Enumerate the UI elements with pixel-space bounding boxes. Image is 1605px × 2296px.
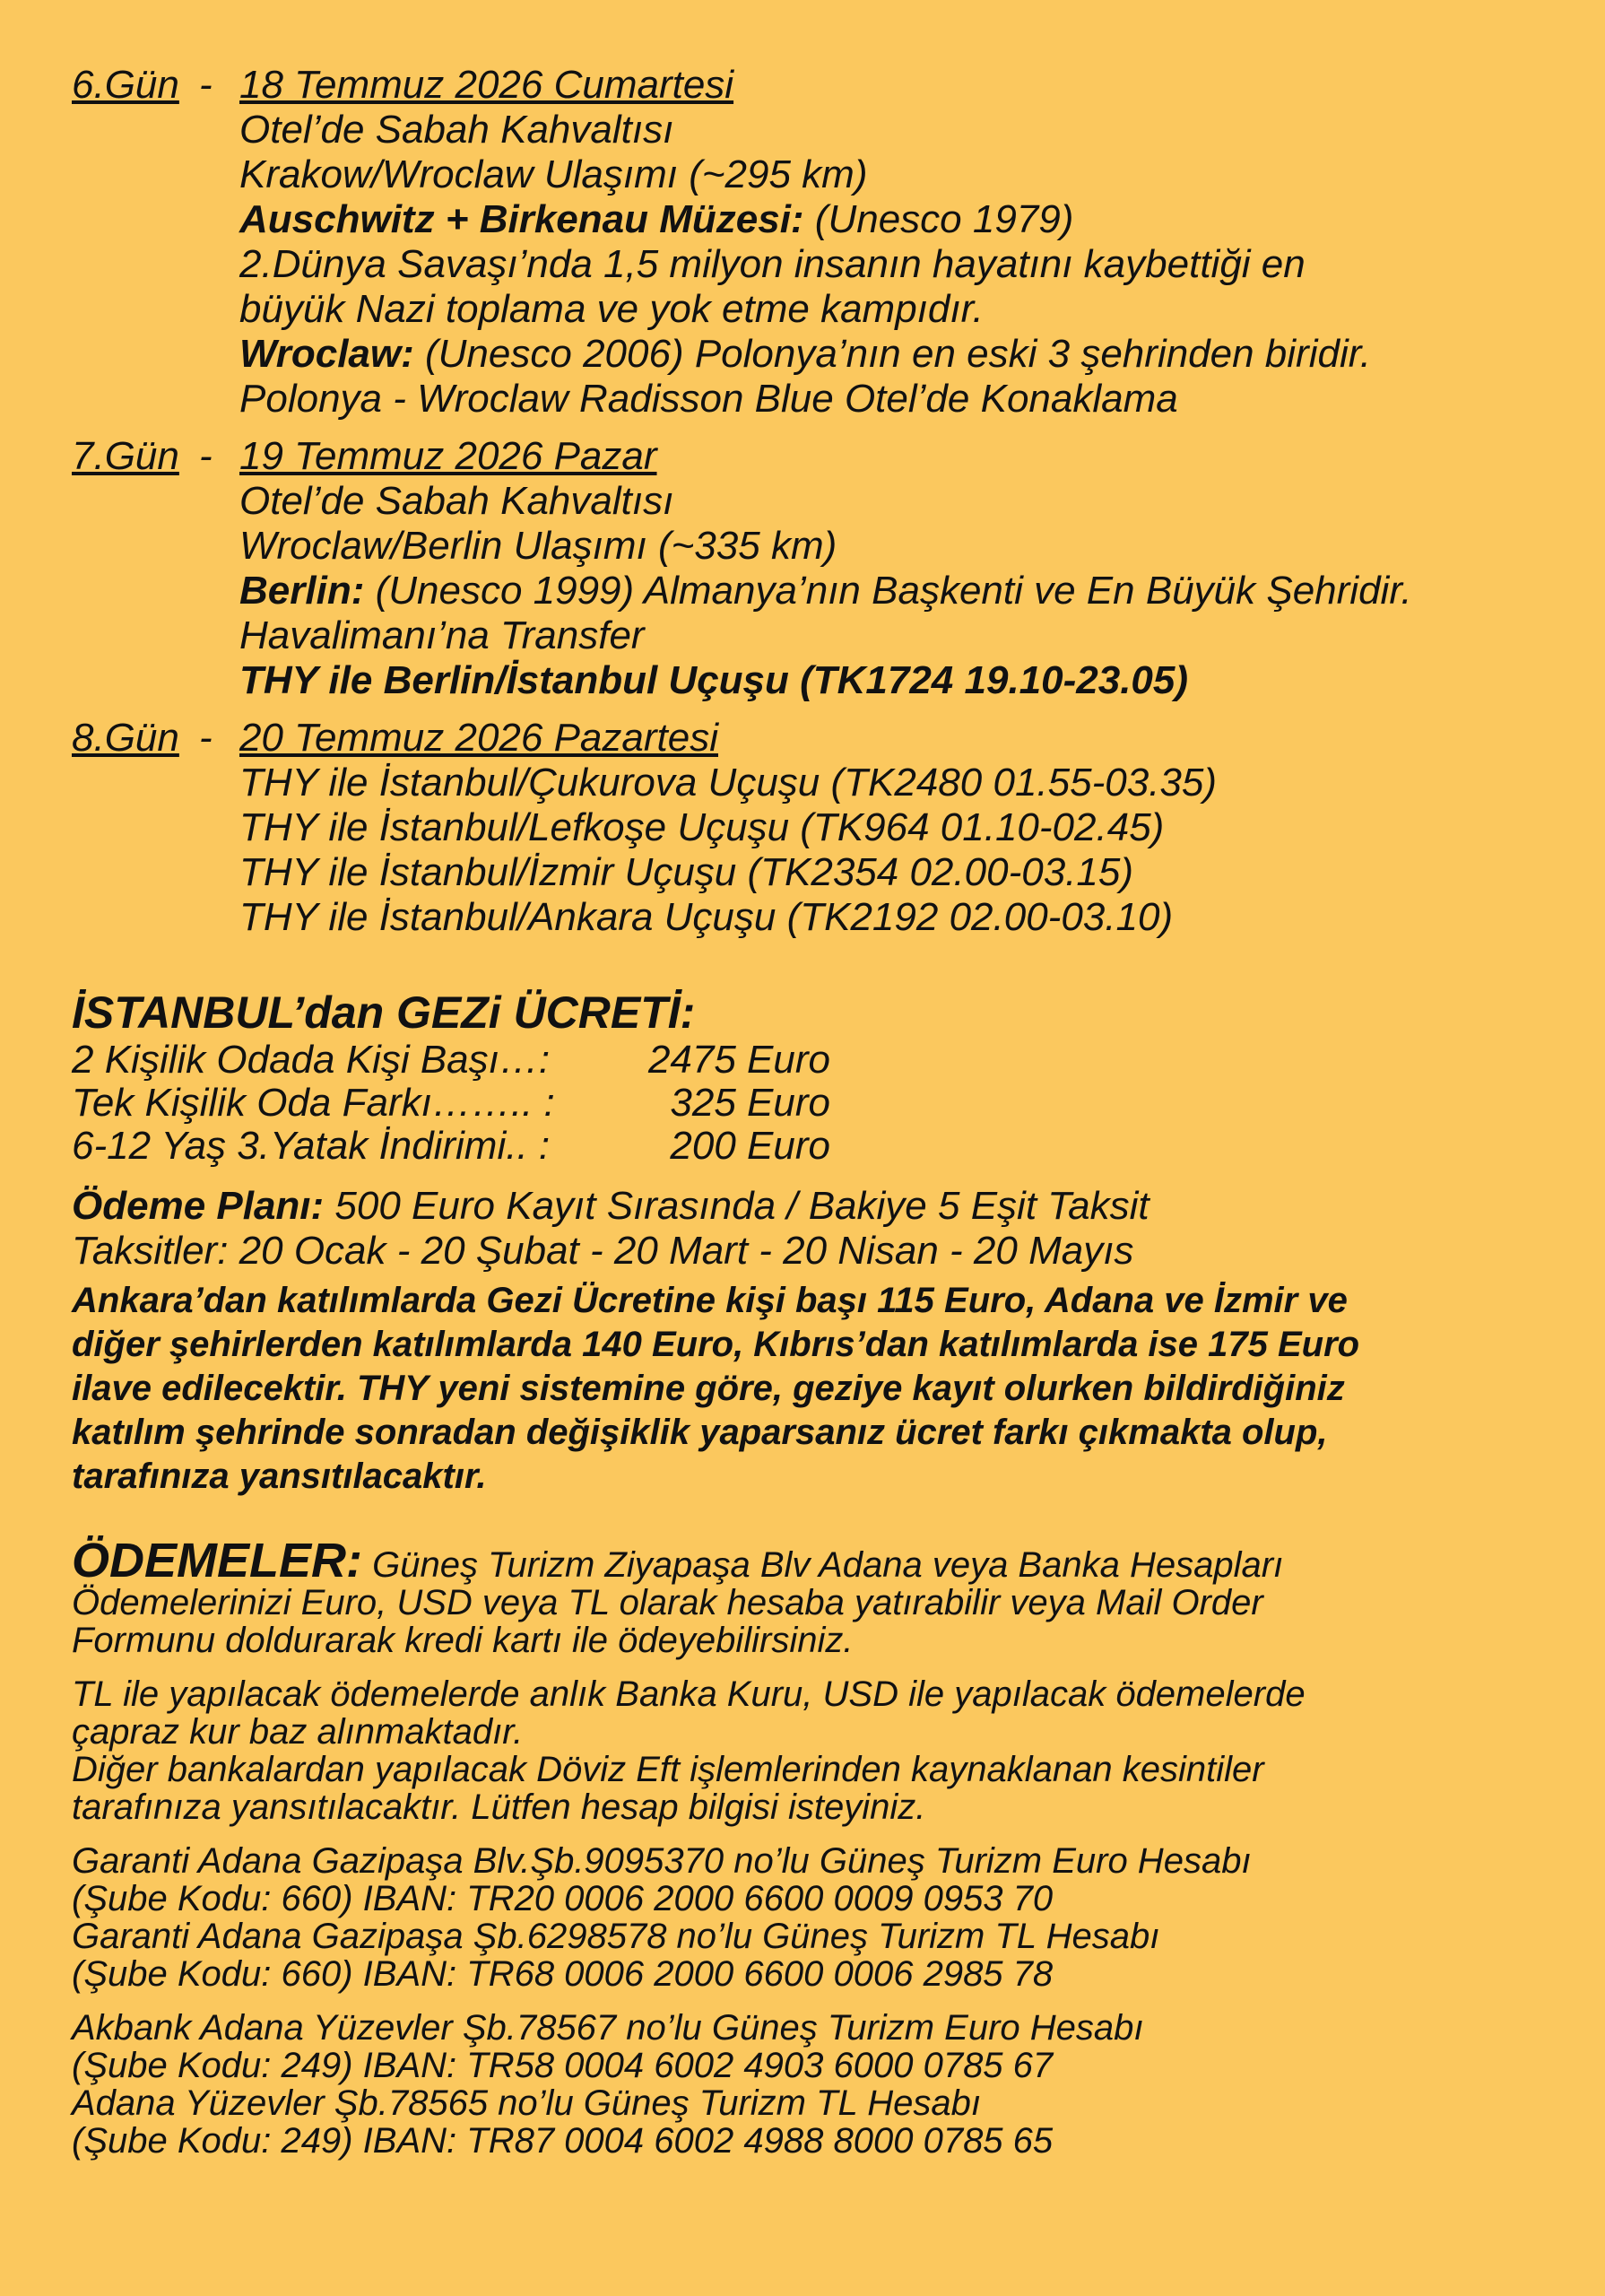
day-line: THY ile Berlin/İstanbul Uçuşu (TK1724 19.10-23.05) [239,658,1189,702]
day-6 [72,63,1587,422]
notice-line: Ankara’dan katılımlarda Gezi Ücretine kişi başı 115 Euro, Adana ve İzmir ve [72,1281,1348,1320]
price-value: 2475 Euro [647,1038,830,1082]
day-dash: - [199,716,213,760]
price-row [72,1125,1587,1168]
day-line: Wroclaw: (Unesco 2006) Polonya’nın en eski 3 şehrinden biridir. [239,332,1371,376]
payments-title-text: Güneş Turizm Ziyapaşa Blv Adana veya Banka Hesapları [362,1545,1284,1585]
bank-accounts-garanti [72,1842,1587,1993]
day-line: Krakow/Wroclaw Ulaşımı (~295 km) [239,152,868,196]
day-number: 8.Gün [72,716,179,760]
payments-line: çapraz kur baz alınmaktadır. [72,1712,524,1752]
payments-line: Ödemelerinizi Euro, USD veya TL olarak hesaba yatırabilir veya Mail Order [72,1583,1263,1622]
payments-line: (Şube Kodu: 249) IBAN: TR87 0004 6002 4988 8000 0785 65 [72,2121,1054,2161]
day-line: THY ile İstanbul/Çukurova Uçuşu (TK2480 01.55-03.35) [239,761,1217,804]
payments-line: tarafınıza yansıtılacaktır. Lütfen hesap bilgisi isteyiniz. [72,1787,926,1827]
day-number: 6.Gün [72,63,179,107]
payments-line: TL ile yapılacak ödemelerde anlık Banka Kuru, USD ile yapılacak ödemelerde [72,1674,1306,1714]
day-line: 2.Dünya Savaşı’nda 1,5 milyon insanın hayatını kaybettiği en [239,242,1306,286]
payments-line: Akbank Adana Yüzevler Şb.78567 no’lu Güneş Turizm Euro Hesabı [72,2008,1144,2048]
notice-line: katılım şehrinde sonradan değişiklik yaparsanız ücret farkı çıkmakta olup, [72,1413,1328,1452]
price-value: 325 Euro [670,1081,830,1125]
payments-line: Formunu doldurarak kredi kartı ile ödeyebilirsiniz. [72,1621,854,1660]
payments-group [72,1675,1587,1826]
day-dash: - [199,434,213,478]
price-row [72,1082,1587,1125]
payments-line: Diğer bankalardan yapılacak Döviz Eft işlemlerinden kaynaklanan kesintiler [72,1750,1264,1789]
payments-line: (Şube Kodu: 660) IBAN: TR20 0006 2000 6600 0009 0953 70 [72,1879,1054,1918]
day-8 [72,716,1587,940]
payment-plan-label: Ödeme Planı: [72,1184,325,1228]
payments-line: (Şube Kodu: 249) IBAN: TR58 0004 6002 4903 6000 0785 67 [72,2046,1054,2085]
payments-header [72,1534,1587,1587]
price-label: 6-12 Yaş 3.Yatak İndirimi.. : [72,1124,551,1168]
payments-line: Garanti Adana Gazipaşa Blv.Şb.9095370 no’lu Güneş Turizm Euro Hesabı [72,1841,1252,1881]
price-row [72,1039,1587,1082]
day-line: THY ile İstanbul/Ankara Uçuşu (TK2192 02.00-03.10) [239,895,1174,939]
payment-plan [72,1184,1587,1274]
day-line: Otel’de Sabah Kahvaltısı [239,108,674,152]
payments-title: ÖDEMELER: [72,1534,362,1587]
day-line: THY ile İstanbul/Lefkoşe Uçuşu (TK964 01.10-02.45) [239,805,1165,849]
day-date: 18 Temmuz 2026 Cumartesi [239,63,734,107]
payments-line: Adana Yüzevler Şb.78565 no’lu Güneş Turizm TL Hesabı [72,2083,981,2123]
city-surcharge-notice [72,1279,1587,1499]
installments: Taksitler: 20 Ocak - 20 Şubat - 20 Mart - 20 Nisan - 20 Mayıs [72,1229,1134,1273]
payment-plan-text: 500 Euro Kayıt Sırasında / Bakiye 5 Eşit Taksit [324,1184,1150,1228]
day-line: Berlin: (Unesco 1999) Almanya’nın Başkenti ve En Büyük Şehridir. [239,569,1412,613]
price-label: 2 Kişilik Odada Kişi Başı…: [72,1038,551,1082]
payments-line: (Şube Kodu: 660) IBAN: TR68 0006 2000 6600 0006 2985 78 [72,1954,1054,1994]
payments-line: Garanti Adana Gazipaşa Şb.6298578 no’lu Güneş Turizm TL Hesabı [72,1917,1160,1956]
day-date: 19 Temmuz 2026 Pazar [239,434,657,478]
notice-line: ilave edilecektir. THY yeni sistemine göre, geziye kayıt olurken bildirdiğiniz [72,1369,1345,1408]
notice-line: tarafınıza yansıtılacaktır. [72,1457,487,1496]
bank-accounts-akbank [72,2009,1587,2160]
day-line: Wroclaw/Berlin Ulaşımı (~335 km) [239,524,837,568]
day-line: Auschwitz + Birkenau Müzesi: (Unesco 1979) [239,197,1074,241]
day-date: 20 Temmuz 2026 Pazartesi [239,716,718,760]
pricing-title: İSTANBUL’dan GEZi ÜCRETİ: [72,987,696,1038]
day-line: büyük Nazi toplama ve yok etme kampıdır. [239,287,984,331]
price-value: 200 Euro [670,1124,830,1168]
day-line: THY ile İstanbul/İzmir Uçuşu (TK2354 02.00-03.15) [239,850,1133,894]
notice-line: diğer şehirlerden katılımlarda 140 Euro, Kıbrıs’dan katılımlarda ise 175 Euro [72,1325,1360,1364]
price-label: Tek Kişilik Oda Farkı…….. : [72,1081,555,1125]
day-dash: - [199,63,213,107]
day-7 [72,434,1587,703]
day-line: Polonya - Wroclaw Radisson Blue Otel’de Konaklama [239,377,1178,421]
day-number: 7.Gün [72,434,179,478]
day-line: Havalimanı’na Transfer [239,613,645,657]
payments-group [72,1584,1587,1659]
itinerary-page [72,63,1587,2160]
day-line: Otel’de Sabah Kahvaltısı [239,479,674,523]
